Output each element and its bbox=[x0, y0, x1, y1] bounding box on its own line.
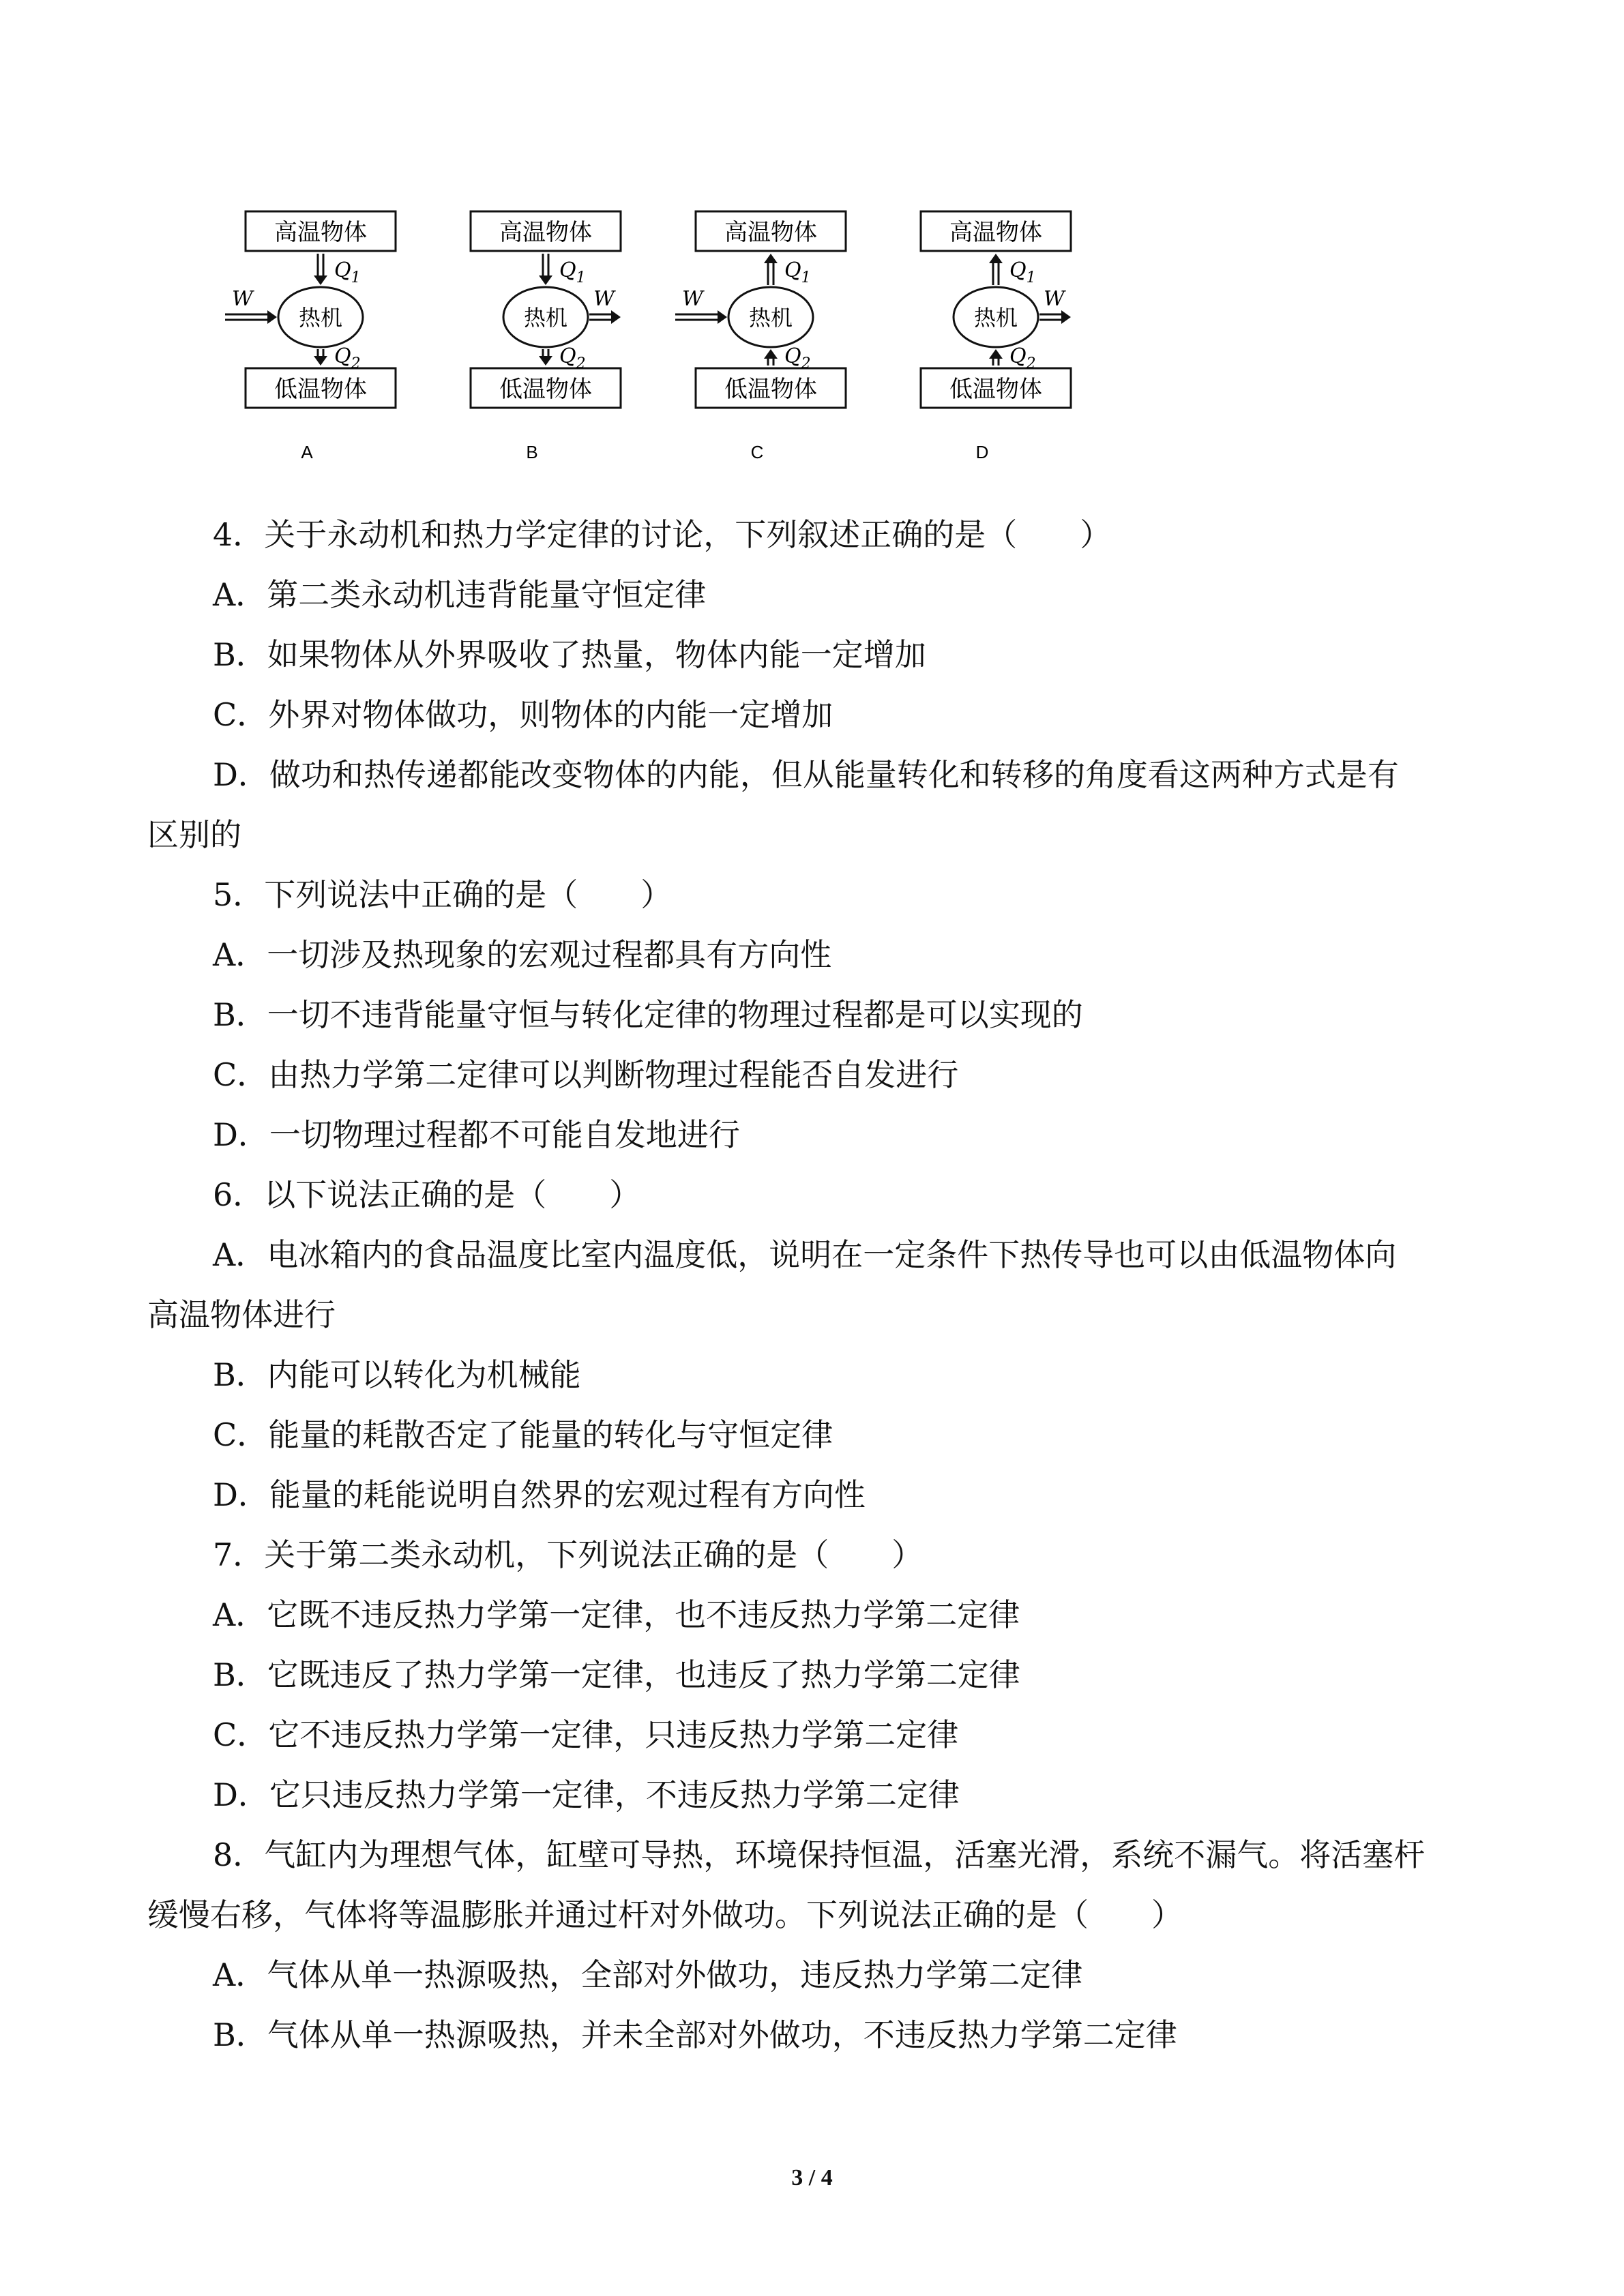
q4-option-a: A．第二类永动机违背能量守恒定律 bbox=[213, 576, 707, 613]
engine-label: 热机 bbox=[748, 305, 793, 331]
w-label: W bbox=[232, 287, 253, 311]
w-arrow bbox=[675, 310, 727, 324]
heat-engine-svg bbox=[907, 205, 1125, 491]
q7-option-a: A．它既不违反热力学第一定律，也不违反热力学第二定律 bbox=[213, 1596, 1020, 1633]
cold-body-label: 低温物体 bbox=[949, 376, 1042, 403]
engine-label: 热机 bbox=[523, 305, 568, 331]
q2-arrow bbox=[989, 349, 1003, 366]
q2-arrow bbox=[314, 349, 327, 366]
q5-option-b: B．一切不违背能量守恒与转化定律的物理过程都是可以实现的 bbox=[213, 996, 1083, 1033]
q1-label: $Q_1$ bbox=[334, 258, 361, 286]
q5-option-d: D．一切物理过程都不可能自发地进行 bbox=[213, 1116, 740, 1153]
q6-option-a-cont: 高温物体进行 bbox=[147, 1296, 336, 1333]
q6-option-d: D．能量的耗能说明自然界的宏观过程有方向性 bbox=[213, 1476, 866, 1513]
w-arrow bbox=[225, 310, 277, 324]
q8-stem-cont: 缓慢右移，气体将等温膨胀并通过杆对外做功。下列说法正确的是（ ） bbox=[147, 1896, 1183, 1933]
q4-option-c: C．外界对物体做功，则物体的内能一定增加 bbox=[213, 696, 833, 733]
diagram-caption: B bbox=[526, 442, 538, 462]
q8-stem: 8．气缸内为理想气体，缸壁可导热，环境保持恒温，活塞光滑，系统不漏气。将活塞杆 bbox=[213, 1836, 1426, 1873]
q1-arrow bbox=[764, 254, 778, 285]
q1-arrow bbox=[989, 254, 1003, 285]
hot-body-label: 高温物体 bbox=[274, 219, 367, 246]
q7-stem: 7．关于第二类永动机，下列说法正确的是（ ） bbox=[213, 1536, 924, 1573]
w-arrow bbox=[589, 310, 621, 324]
w-label: W bbox=[1044, 287, 1065, 311]
q8-option-b: B．气体从单一热源吸热，并未全部对外做功，不违反热力学第二定律 bbox=[213, 2016, 1177, 2053]
q1-arrow bbox=[539, 254, 552, 285]
engine-label: 热机 bbox=[973, 305, 1018, 331]
q2-label: $Q_2$ bbox=[559, 344, 586, 372]
q7-option-c: C．它不违反热力学第一定律，只违反热力学第二定律 bbox=[213, 1716, 959, 1753]
q2-arrow bbox=[764, 349, 778, 366]
q4-option-b: B．如果物体从外界吸收了热量，物体内能一定增加 bbox=[213, 636, 926, 673]
engine-label: 热机 bbox=[298, 305, 343, 331]
diagram-caption: C bbox=[750, 442, 764, 462]
q6-option-a: A．电冰箱内的食品温度比室内温度低，说明在一定条件下热传导也可以由低温物体向 bbox=[213, 1236, 1397, 1273]
cold-body-label: 低温物体 bbox=[724, 376, 817, 403]
q4-option-d-cont: 区别的 bbox=[147, 816, 241, 853]
diagram-d bbox=[907, 205, 1125, 491]
q6-option-c: C．能量的耗散否定了能量的转化与守恒定律 bbox=[213, 1416, 833, 1453]
page-number: 3 / 4 bbox=[791, 2165, 833, 2190]
q4-option-d: D．做功和热传递都能改变物体的内能，但从能量转化和转移的角度看这两种方式是有 bbox=[213, 756, 1399, 793]
heat-engine-svg bbox=[682, 205, 900, 491]
question-list bbox=[147, 505, 1484, 2065]
heat-engine-diagrams bbox=[232, 205, 1119, 491]
q6-option-b: B．内能可以转化为机械能 bbox=[213, 1356, 581, 1393]
cold-body-label: 低温物体 bbox=[274, 376, 367, 403]
heat-engine-svg bbox=[457, 205, 675, 491]
w-label: W bbox=[682, 287, 703, 311]
q7-option-b: B．它既违反了热力学第一定律，也违反了热力学第二定律 bbox=[213, 1656, 1020, 1693]
q2-arrow bbox=[539, 349, 552, 366]
q6-stem: 6．以下说法正确的是（ ） bbox=[213, 1176, 641, 1213]
w-label: W bbox=[593, 287, 615, 311]
diagram-caption: A bbox=[301, 442, 313, 462]
hot-body-label: 高温物体 bbox=[499, 219, 592, 246]
q2-label: $Q_2$ bbox=[334, 344, 361, 372]
q2-label: $Q_2$ bbox=[784, 344, 811, 372]
q1-label: $Q_1$ bbox=[1009, 258, 1036, 286]
diagram-a bbox=[232, 205, 450, 491]
q2-label: $Q_2$ bbox=[1009, 344, 1036, 372]
diagram-b bbox=[457, 205, 675, 491]
q1-label: $Q_1$ bbox=[559, 258, 586, 286]
hot-body-label: 高温物体 bbox=[724, 219, 817, 246]
q1-label: $Q_1$ bbox=[784, 258, 811, 286]
q8-option-a: A．气体从单一热源吸热，全部对外做功，违反热力学第二定律 bbox=[213, 1956, 1083, 1993]
cold-body-label: 低温物体 bbox=[499, 376, 592, 403]
q5-option-a: A．一切涉及热现象的宏观过程都具有方向性 bbox=[213, 936, 832, 973]
hot-body-label: 高温物体 bbox=[949, 219, 1042, 246]
q5-option-c: C．由热力学第二定律可以判断物理过程能否自发进行 bbox=[213, 1056, 959, 1093]
diagram-caption: D bbox=[975, 442, 989, 462]
w-arrow bbox=[1039, 310, 1071, 324]
diagram-c bbox=[682, 205, 900, 491]
q4-stem: 4．关于永动机和热力学定律的讨论，下列叙述正确的是（ ） bbox=[213, 516, 1112, 553]
q1-arrow bbox=[314, 254, 327, 285]
q7-option-d: D．它只违反热力学第一定律，不违反热力学第二定律 bbox=[213, 1776, 960, 1813]
q5-stem: 5．下列说法中正确的是（ ） bbox=[213, 876, 673, 913]
heat-engine-svg bbox=[232, 205, 450, 491]
